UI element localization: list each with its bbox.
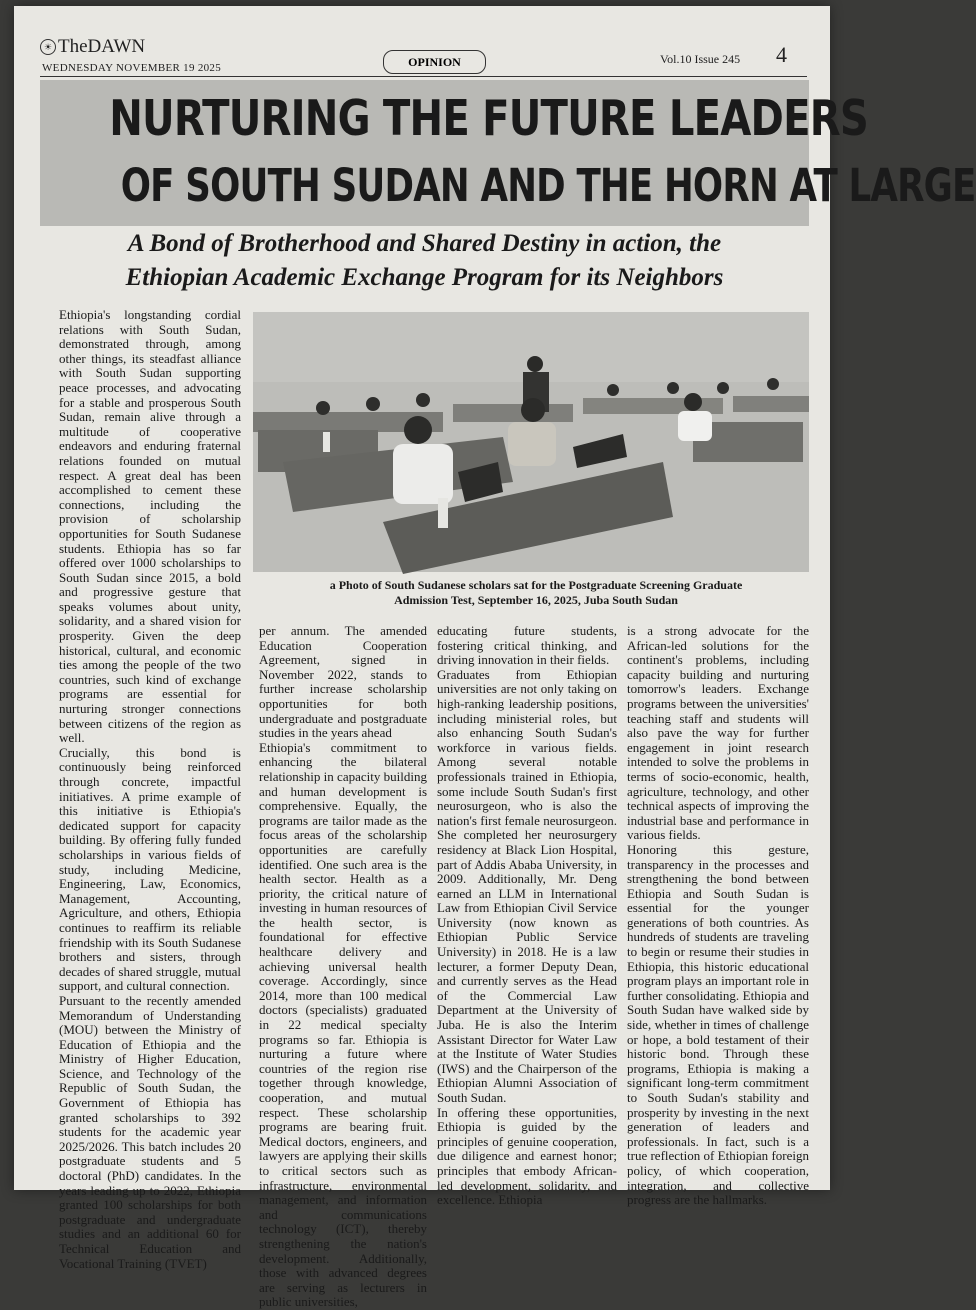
paragraph: Ethiopia's longstanding cordial relations with South Sudan, demonstrated through, among other things, its steadfast alliance with South Sudan supporting peace processes, and advocating for a stable and prosperous South Sudan, remain alive through a multitude of cooperative endeavors and enduring fraternal relations founded on mutual respect. A great deal has been accomplished to cement these connections, including the provision of scholarship opportunities for South Sudanese students. Ethiopia has so far offered over 1000 scholarships to South Sudan since 2015, a bold and progressive gesture that speaks volumes about unity, solidarity, and a shared vision for prosperity. Given the deep historical, cultural, and economic ties among the people of the two countries, such kind of exchange programs are essential for nurturing stronger connections between citizens of the region as well.	[59, 307, 241, 746]
paragraph: per annum. The amended Education Cooperation Agreement, signed in November 2022, stands to further increase scholarship opportunities for both undergraduate and postgraduate studies in the years ahead	[259, 623, 427, 741]
paragraph: is a strong advocate for the African-led solutions for the continent's problems, including capacity building and nurturing tomorrow's leaders. Exchange programs between the universities' teaching staff and students will also pave the way for further engagement in joint research intended to solve the problems in terms of socio-economic, health, agriculture, technology, and other technical aspects of improving the industrial base and performance in various fields.	[627, 623, 809, 843]
page-number: 4	[776, 42, 787, 67]
subheadline-line-1: A Bond of Brotherhood and Shared Destiny in action, the	[127, 230, 722, 257]
article-column-2	[259, 624, 427, 1310]
photo-caption	[262, 578, 810, 608]
masthead-title: TheDAWN	[58, 36, 146, 57]
paragraph: Ethiopia's commitment to enhancing the bilateral relationship in capacity building and human development is comprehensive. Equally, the programs are tailor made as the focus areas of the scholarship opportunities are carefully identified. One such area is the health sector. Health as a priority, the critical nature of investing in human resources of the health sector, is foundational for effective healthcare delivery and achieving universal health coverage. Accordingly, since 2014, more than 100 medical doctors (specialists) graduated in 22 medical specialty programs so far. Ethiopia is nurturing a future where countries of the region rise together through knowledge, cooperation, and mutual respect. These scholarship programs are bearing fruit. Medical doctors, engineers, and lawyers are applying their skills to critical sectors such as infrastructure, environmental management, and information and communications technology (ICT), thereby strengthening the nation's development. Additionally, those with advanced degrees are serving as lecturers in public universities,	[259, 739, 427, 1310]
paragraph: Pursuant to the recently amended Memorandum of Understanding (MOU) between the Ministry of Education of Ethiopia and the Ministry of Higher Education, Science, and Technology of the Republic of South Sudan, the Government of Ethiopia has granted scholarships to 392 students for the academic year 2025/2026. This batch includes 20 postgraduate students and 5 doctoral (PhD) candidates. In the years leading up to 2022, Ethiopia granted 100 scholarships for both postgraduate and undergraduate studies and an additional 60 for Technical Education and Vocational Training (TVET)	[59, 992, 241, 1271]
article-column-4	[627, 624, 809, 1208]
photo-caption-line-2: Admission Test, September 16, 2025, Juba South Sudan	[394, 593, 678, 607]
masthead-rule	[40, 76, 807, 77]
paragraph: In offering these opportunities, Ethiopia is guided by the principles of genuine cooperation, due diligence and earnest honor; principles that embody African-led development, solidarity, and excellence. Ethiopia	[437, 1104, 617, 1208]
paragraph: Honoring this gesture, transparency in the processes and strengthening the bond between Ethiopia and South Sudan is essential for the younger generations of both countries. As hundreds of students are traveling to begin or resume their studies in Ethiopia, this historic educational program plays an important role in further consolidating. Ethiopia and South Sudan have walked side by side, whether in times of challenge or hope, a bold testament of their historic bond. Through these programs, Ethiopia is making a significant long-term commitment to South Sudan's stability and prosperity by investing in the next generation of leaders and professionals. In fact, such is a true reflection of Ethiopian foreign policy, of which cooperation, integration, and collective progress are the hallmarks.	[627, 841, 809, 1208]
headline-line-2: OF SOUTH SUDAN AND THE HORN AT LARGE	[120, 159, 976, 212]
section-label: OPINION	[383, 50, 486, 74]
paragraph: Graduates from Ethiopian universities are not only taking on high-ranking leadership positions, including ministerial roles, but also enhancing South Sudan's workforce in various fields. Among several notable professionals trained in Ethiopia, some include South Sudan's first neurosurgeon, who is also the nation's first female neurosurgeon. She completed her neurosurgery residency at Black Lion Hospital, part of Addis Ababa University, in 2009. Additionally, Mr. Deng earned an LLM in International Law from Ethiopian Civil Service University (now known as Ethiopian Public Service University) in 2018. He is a law lecturer, a former Deputy Dean, and currently serves as the Head of the Commercial Law Department at the University of Juba. He is also the Interim Assistant Director for Water Law at the Institute of Water Studies (IWS) and the Chairperson of the Ethiopian Alumni Association of South Sudan.	[437, 666, 617, 1105]
paragraph: Crucially, this bond is continuously being reinforced through concrete, impactful initiatives. A prime example of this initiative is Ethiopia's dedicated support for capacity building. By offering fully funded scholarships in various fields of study, including Medicine, Engineering, Law, Economics, Management, Accounting, Agriculture, and others, Ethiopia continues to reaffirm its reliable friendship with its South Sudanese brothers and sisters, through decades of shared struggle, mutual support, and cultural connection.	[59, 744, 241, 994]
article-photo	[253, 312, 809, 572]
subheadline-line-2: Ethiopian Academic Exchange Program for its Neighbors	[125, 264, 724, 291]
headline-line-1: NURTURING THE FUTURE LEADERS	[109, 90, 868, 147]
masthead-logo	[40, 36, 145, 58]
article-column-1	[59, 308, 241, 1271]
issue-date: WEDNESDAY NOVEMBER 19 2025	[42, 62, 222, 74]
article-column-3	[437, 624, 617, 1208]
volume-issue: Vol.10 Issue 245	[660, 52, 741, 66]
dawn-emblem-icon: ☀	[40, 39, 56, 55]
paragraph: educating future students, fostering critical thinking, and driving innovation in their fields.	[437, 623, 617, 668]
scholars-exam-photo	[253, 312, 809, 572]
photo-caption-line-1: a Photo of South Sudanese scholars sat for the Postgraduate Screening Graduate	[329, 578, 743, 592]
